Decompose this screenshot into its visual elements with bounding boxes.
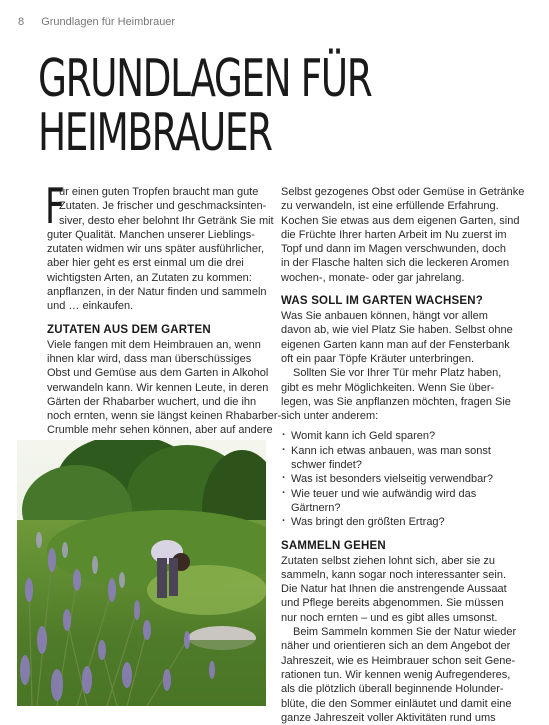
- collect-line: Beim Sammeln kommen Sie der Natur wieder: [293, 626, 517, 639]
- title-line-2: HEIMBRAUER: [38, 103, 272, 163]
- collect-line: Zutaten selbst ziehen lohnt sich, aber sie zu: [281, 554, 496, 567]
- collect-line: sammeln, kann sogar noch interessanter sein.: [281, 568, 507, 581]
- drop-cap: F: [45, 178, 65, 235]
- intro-line: guter Qualität. Manchen unserer Lieblings-: [47, 228, 255, 241]
- garden-line: noch ernten, wenn sie längst keinen Rhabarber-: [47, 410, 282, 423]
- right-intro-line: wochen-, monate- oder gar jahrelang.: [281, 271, 465, 284]
- grow-line: sich unter anderem:: [281, 410, 379, 423]
- list-item-continuation: Gärtnern?: [291, 501, 341, 514]
- list-item: · Kann ich etwas anbauen, was man sonst: [281, 444, 511, 458]
- garden-line: Crumble mehr sehen können, aber auf andere: [47, 424, 273, 437]
- garden-line: ihnen klar wird, dass man überschüssiges: [47, 352, 252, 365]
- heading-collect: SAMMELN GEHEN: [281, 539, 386, 552]
- grow-line: legen, was Sie anpflanzen möchten, fragen Sie: [281, 395, 511, 408]
- grow-line: davon ab, wie viel Platz Sie haben. Selbst ohne: [281, 324, 513, 337]
- page-title: [38, 49, 384, 163]
- grow-line: gibt es mehr Möglichkeiten. Wenn Sie über-: [281, 381, 495, 394]
- intro-line: wichtigsten Arten, an Zutaten zu kommen:: [47, 271, 252, 284]
- right-intro-line: Selbst gezogenes Obst oder Gemüse in Getränke: [281, 186, 525, 198]
- list-item: · Was bringt den größten Ertrag?: [281, 515, 511, 529]
- intro-line: ür einen guten Tropfen braucht man gute: [59, 186, 259, 198]
- heading-grow: WAS SOLL IM GARTEN WACHSEN?: [281, 295, 483, 308]
- right-intro-line: zu verwandeln, ist eine erfüllende Erfahrung.: [281, 200, 499, 213]
- left-column: [45, 178, 282, 452]
- title-line-1: GRUNDLAGEN FÜR: [38, 49, 372, 109]
- collect-line: näher und orientieren sich an dem Angebot der: [281, 640, 511, 653]
- list-item: · Womit kann ich Geld sparen?: [281, 429, 511, 443]
- intro-line: und … einkaufen.: [47, 300, 134, 313]
- grow-line: Sollten Sie vor Ihrer Tür mehr Platz haben,: [293, 367, 502, 380]
- right-column: [281, 185, 525, 725]
- collect-line: blüte, die den Sommer einläutet und damit eine: [281, 697, 512, 710]
- right-intro-line: Topf und dann im Magen verschwunden, doch: [281, 243, 507, 256]
- running-title: Grundlagen für Heimbrauer: [41, 16, 176, 28]
- collect-line: rationen tun. Wir kennen wenig Aufregenderes,: [281, 668, 511, 681]
- collect-line: ganze Jahreszeit voller Aktivitäten rund ums: [281, 711, 496, 724]
- intro-line: aber hier geht es erst einmal um die drei: [47, 257, 244, 270]
- collect-line: und Pflege bereits abgenommen. Sie müssen: [281, 597, 504, 610]
- collect-line: als die plötzlich überall beginnende Holunder-: [281, 683, 504, 696]
- right-intro-line: in der Flasche halten sich die leckeren Aromen: [281, 257, 510, 270]
- collect-line: nur noch ernten – und es gibt alles umsonst.: [281, 611, 498, 624]
- right-intro-line: Kochen Sie etwas aus dem eigenen Garten, sind: [281, 214, 520, 227]
- collect-line: Jahreszeit, wie es Heimbrauer schon seit Gene-: [281, 654, 516, 667]
- list-item: · Wie teuer und wie aufwändig wird das: [281, 487, 511, 501]
- grow-line: oft ein paar Töpfe Kräuter unterbringen.: [281, 352, 475, 365]
- heading-garden: ZUTATEN AUS DEM GARTEN: [47, 323, 211, 336]
- running-header: [18, 16, 175, 28]
- list-item-continuation: schwer findet?: [291, 459, 362, 472]
- intro-line: siver, desto eher belohnt Ihr Getränk Sie mit: [59, 214, 274, 227]
- garden-line: verwandeln kann. Wir kennen Leute, in deren: [47, 381, 269, 394]
- grow-line: Was Sie anbauen können, hängt vor allem: [281, 310, 488, 323]
- intro-line: zutaten widmen wir uns später ausführlicher,: [47, 243, 265, 256]
- collect-line: Die Natur hat Ihnen die anstrengende Aussaat: [281, 583, 507, 596]
- intro-line: anpflanzen, in der Natur finden und sammeln: [47, 286, 267, 299]
- intro-paragraph: [45, 178, 274, 314]
- page-number: 8: [18, 16, 25, 28]
- question-list: [281, 429, 511, 529]
- garden-line: Gärten der Rhabarber wuchert, und die ihn: [47, 395, 257, 408]
- right-intro-line: die Früchte Ihrer harten Arbeit im Nu zuerst im: [281, 228, 507, 241]
- intro-line: Zutaten. Je frischer und geschmacksinten-: [59, 200, 267, 213]
- grow-line: eigenen Garten kann man auf der Fensterbank: [281, 338, 510, 351]
- garden-photo: [17, 440, 266, 706]
- garden-line: Obst und Gemüse aus dem Garten in Alkohol: [47, 367, 269, 380]
- list-item: · Was ist besonders vielseitig verwendbar?: [281, 472, 511, 486]
- garden-line: Viele fangen mit dem Heimbrauen an, wenn: [47, 338, 261, 351]
